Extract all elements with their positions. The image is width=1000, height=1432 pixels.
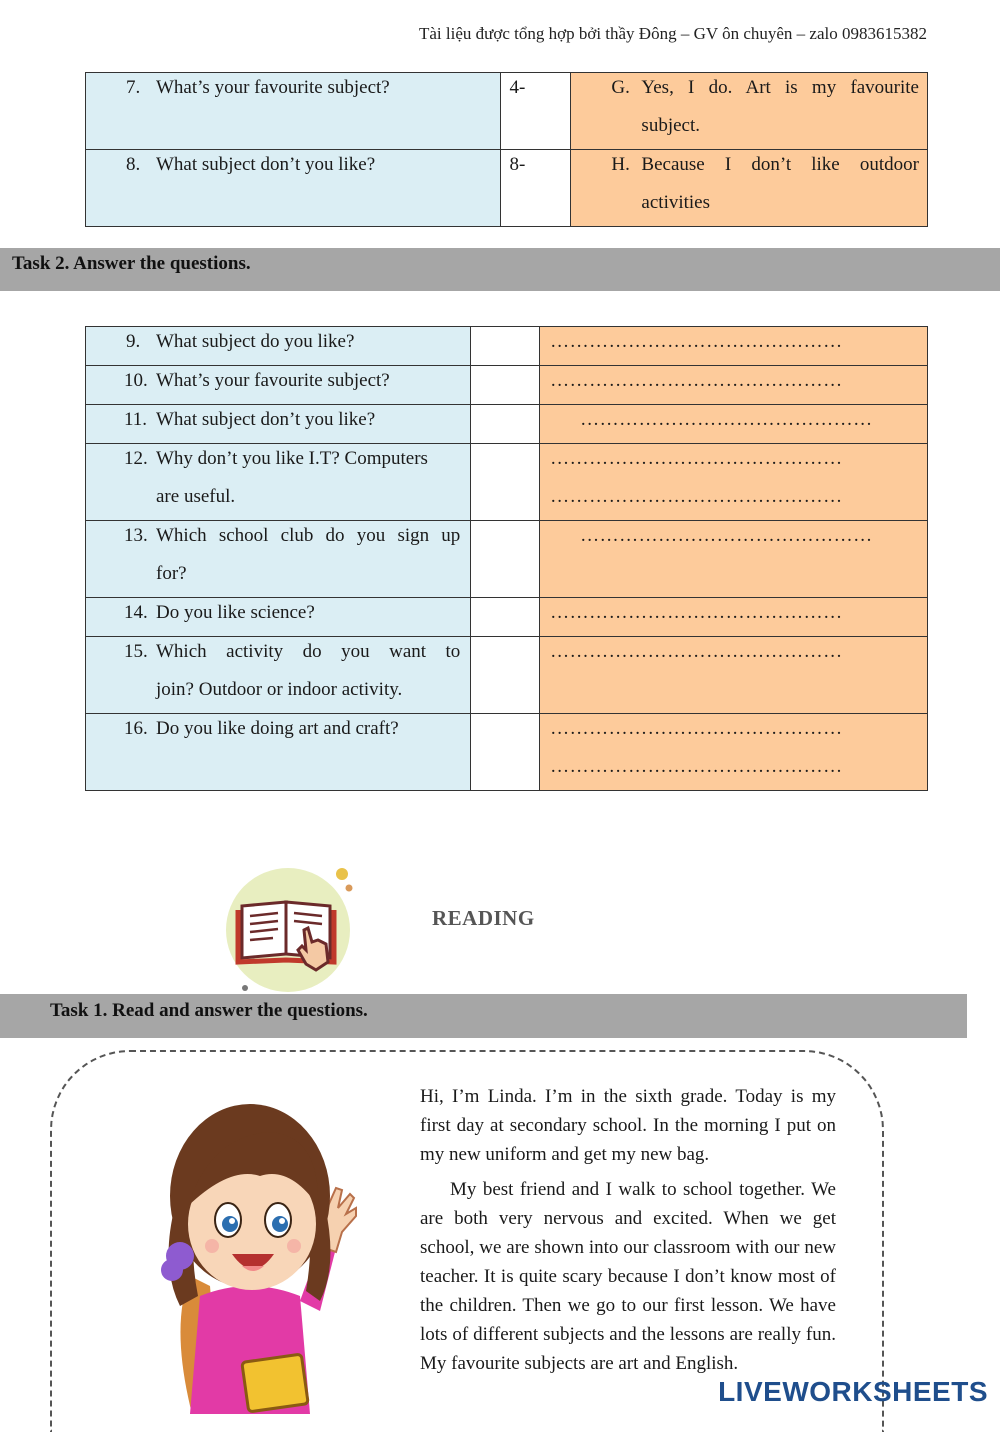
table-row [86, 444, 928, 521]
blank-cell[interactable] [471, 598, 540, 637]
question-number: 11. [124, 409, 148, 430]
question-text: What subject don’t you like? [156, 409, 376, 430]
answer-dots[interactable]: ……………………………………… [580, 409, 873, 430]
blank-cell[interactable] [471, 366, 540, 405]
reading-task-band [0, 994, 967, 1038]
match-cell[interactable] [501, 150, 571, 227]
blank-cell[interactable] [471, 714, 540, 791]
question-text: Why don’t you like I.T? Computers [156, 448, 428, 469]
question-number: 13. [124, 525, 148, 546]
question-cell [86, 73, 501, 150]
girl-illustration [150, 1096, 365, 1414]
table-row [86, 637, 928, 714]
question-cell [86, 598, 471, 637]
question-number: 16. [124, 718, 148, 739]
table-row [86, 366, 928, 405]
brand-logo: LIVEWORKSHEETS [718, 1376, 988, 1407]
question-cell [86, 150, 501, 227]
matching-table [85, 72, 928, 227]
reading-passage [420, 1082, 836, 1384]
answer-cell[interactable] [540, 598, 928, 637]
answer-dots[interactable]: ……………………………………… [550, 331, 843, 352]
answer-dots[interactable]: ……………………………………… [550, 370, 843, 391]
question-number: 8. [126, 154, 141, 175]
question-text: What subject don’t you like? [156, 154, 376, 175]
answer-cell[interactable] [540, 637, 928, 714]
match-value: 4- [509, 77, 526, 98]
answer-dots[interactable]: ……………………………………… [580, 525, 873, 546]
table-row [86, 405, 928, 444]
match-cell[interactable] [501, 73, 571, 150]
answer-cell[interactable] [540, 714, 928, 791]
answer-cell[interactable] [540, 444, 928, 521]
question-text: Which activity do you want to [156, 641, 461, 662]
task2-title: Task 2. Answer the questions. [12, 253, 251, 274]
option-letter: H. [611, 154, 630, 175]
header-note: Tài liệu được tổng hợp bởi thầy Đông – GV ôn chuyên – zalo 0983615382 [418, 24, 927, 43]
story-paragraph: My best friend and I walk to school together. We are both very nervous and excited. When we get school, we are shown into our classroom with our new teacher. It is quite scary because I don’t know most of the children. Then we go to our first lesson. We have lots of different subjects and the lessons are really fun. My favourite subjects are art and English. [420, 1179, 836, 1374]
question-cell [86, 521, 471, 598]
table-row [86, 598, 928, 637]
reading-task-title: Task 1. Read and answer the questions. [50, 1000, 368, 1021]
option-letter: G. [611, 77, 630, 98]
question-number: 14. [124, 602, 148, 623]
answer-dots[interactable]: ……………………………………… [550, 718, 843, 739]
answer-dots[interactable]: ……………………………………… [550, 486, 843, 507]
answer-cell[interactable] [540, 405, 928, 444]
answer-cell[interactable] [540, 327, 928, 366]
question-text: What’s your favourite subject? [156, 77, 390, 98]
blank-cell[interactable] [471, 637, 540, 714]
book-hand-icon [218, 866, 358, 992]
question-number: 15. [124, 641, 148, 662]
blank-cell[interactable] [471, 444, 540, 521]
table-row [86, 521, 928, 598]
table-row [86, 327, 928, 366]
option-text: subject. [641, 115, 700, 136]
answer-dots[interactable]: ……………………………………… [550, 756, 843, 777]
question-cell [86, 366, 471, 405]
question-text: What’s your favourite subject? [156, 370, 390, 391]
table-row [86, 714, 928, 791]
answer-table [85, 326, 928, 791]
question-number: 9. [126, 331, 141, 352]
question-cell [86, 444, 471, 521]
question-text: Do you like science? [156, 602, 315, 623]
question-text: join? Outdoor or indoor activity. [156, 679, 403, 700]
match-value: 8- [509, 154, 526, 175]
question-number: 10. [124, 370, 148, 391]
blank-cell[interactable] [471, 327, 540, 366]
option-cell [571, 150, 928, 227]
answer-cell[interactable] [540, 521, 928, 598]
question-cell [86, 637, 471, 714]
story-paragraph: Hi, I’m Linda. I’m in the sixth grade. Today is my first day at secondary school. In the morning I put on my new uniform and get my new bag. [420, 1086, 836, 1165]
question-text: Which school club do you sign up [156, 525, 461, 546]
blank-cell[interactable] [471, 521, 540, 598]
question-text: Do you like doing art and craft? [156, 718, 399, 739]
question-number: 7. [126, 77, 141, 98]
question-text: for? [156, 563, 187, 584]
question-text: are useful. [156, 486, 236, 507]
question-number: 12. [124, 448, 148, 469]
question-cell [86, 714, 471, 791]
option-text: activities [641, 192, 711, 213]
answer-dots[interactable]: ……………………………………… [550, 448, 843, 469]
blank-cell[interactable] [471, 405, 540, 444]
option-text: Yes, I do. Art is my favourite [641, 77, 919, 98]
answer-cell[interactable] [540, 366, 928, 405]
table-row [86, 73, 928, 150]
question-cell [86, 327, 471, 366]
reading-title: READING [432, 906, 535, 930]
option-cell [571, 73, 928, 150]
option-text: Because I don’t like outdoor [641, 154, 919, 175]
question-cell [86, 405, 471, 444]
answer-dots[interactable]: ……………………………………… [550, 602, 843, 623]
question-text: What subject do you like? [156, 331, 355, 352]
table-row [86, 150, 928, 227]
answer-dots[interactable]: ……………………………………… [550, 641, 843, 662]
task2-band [0, 248, 1000, 291]
